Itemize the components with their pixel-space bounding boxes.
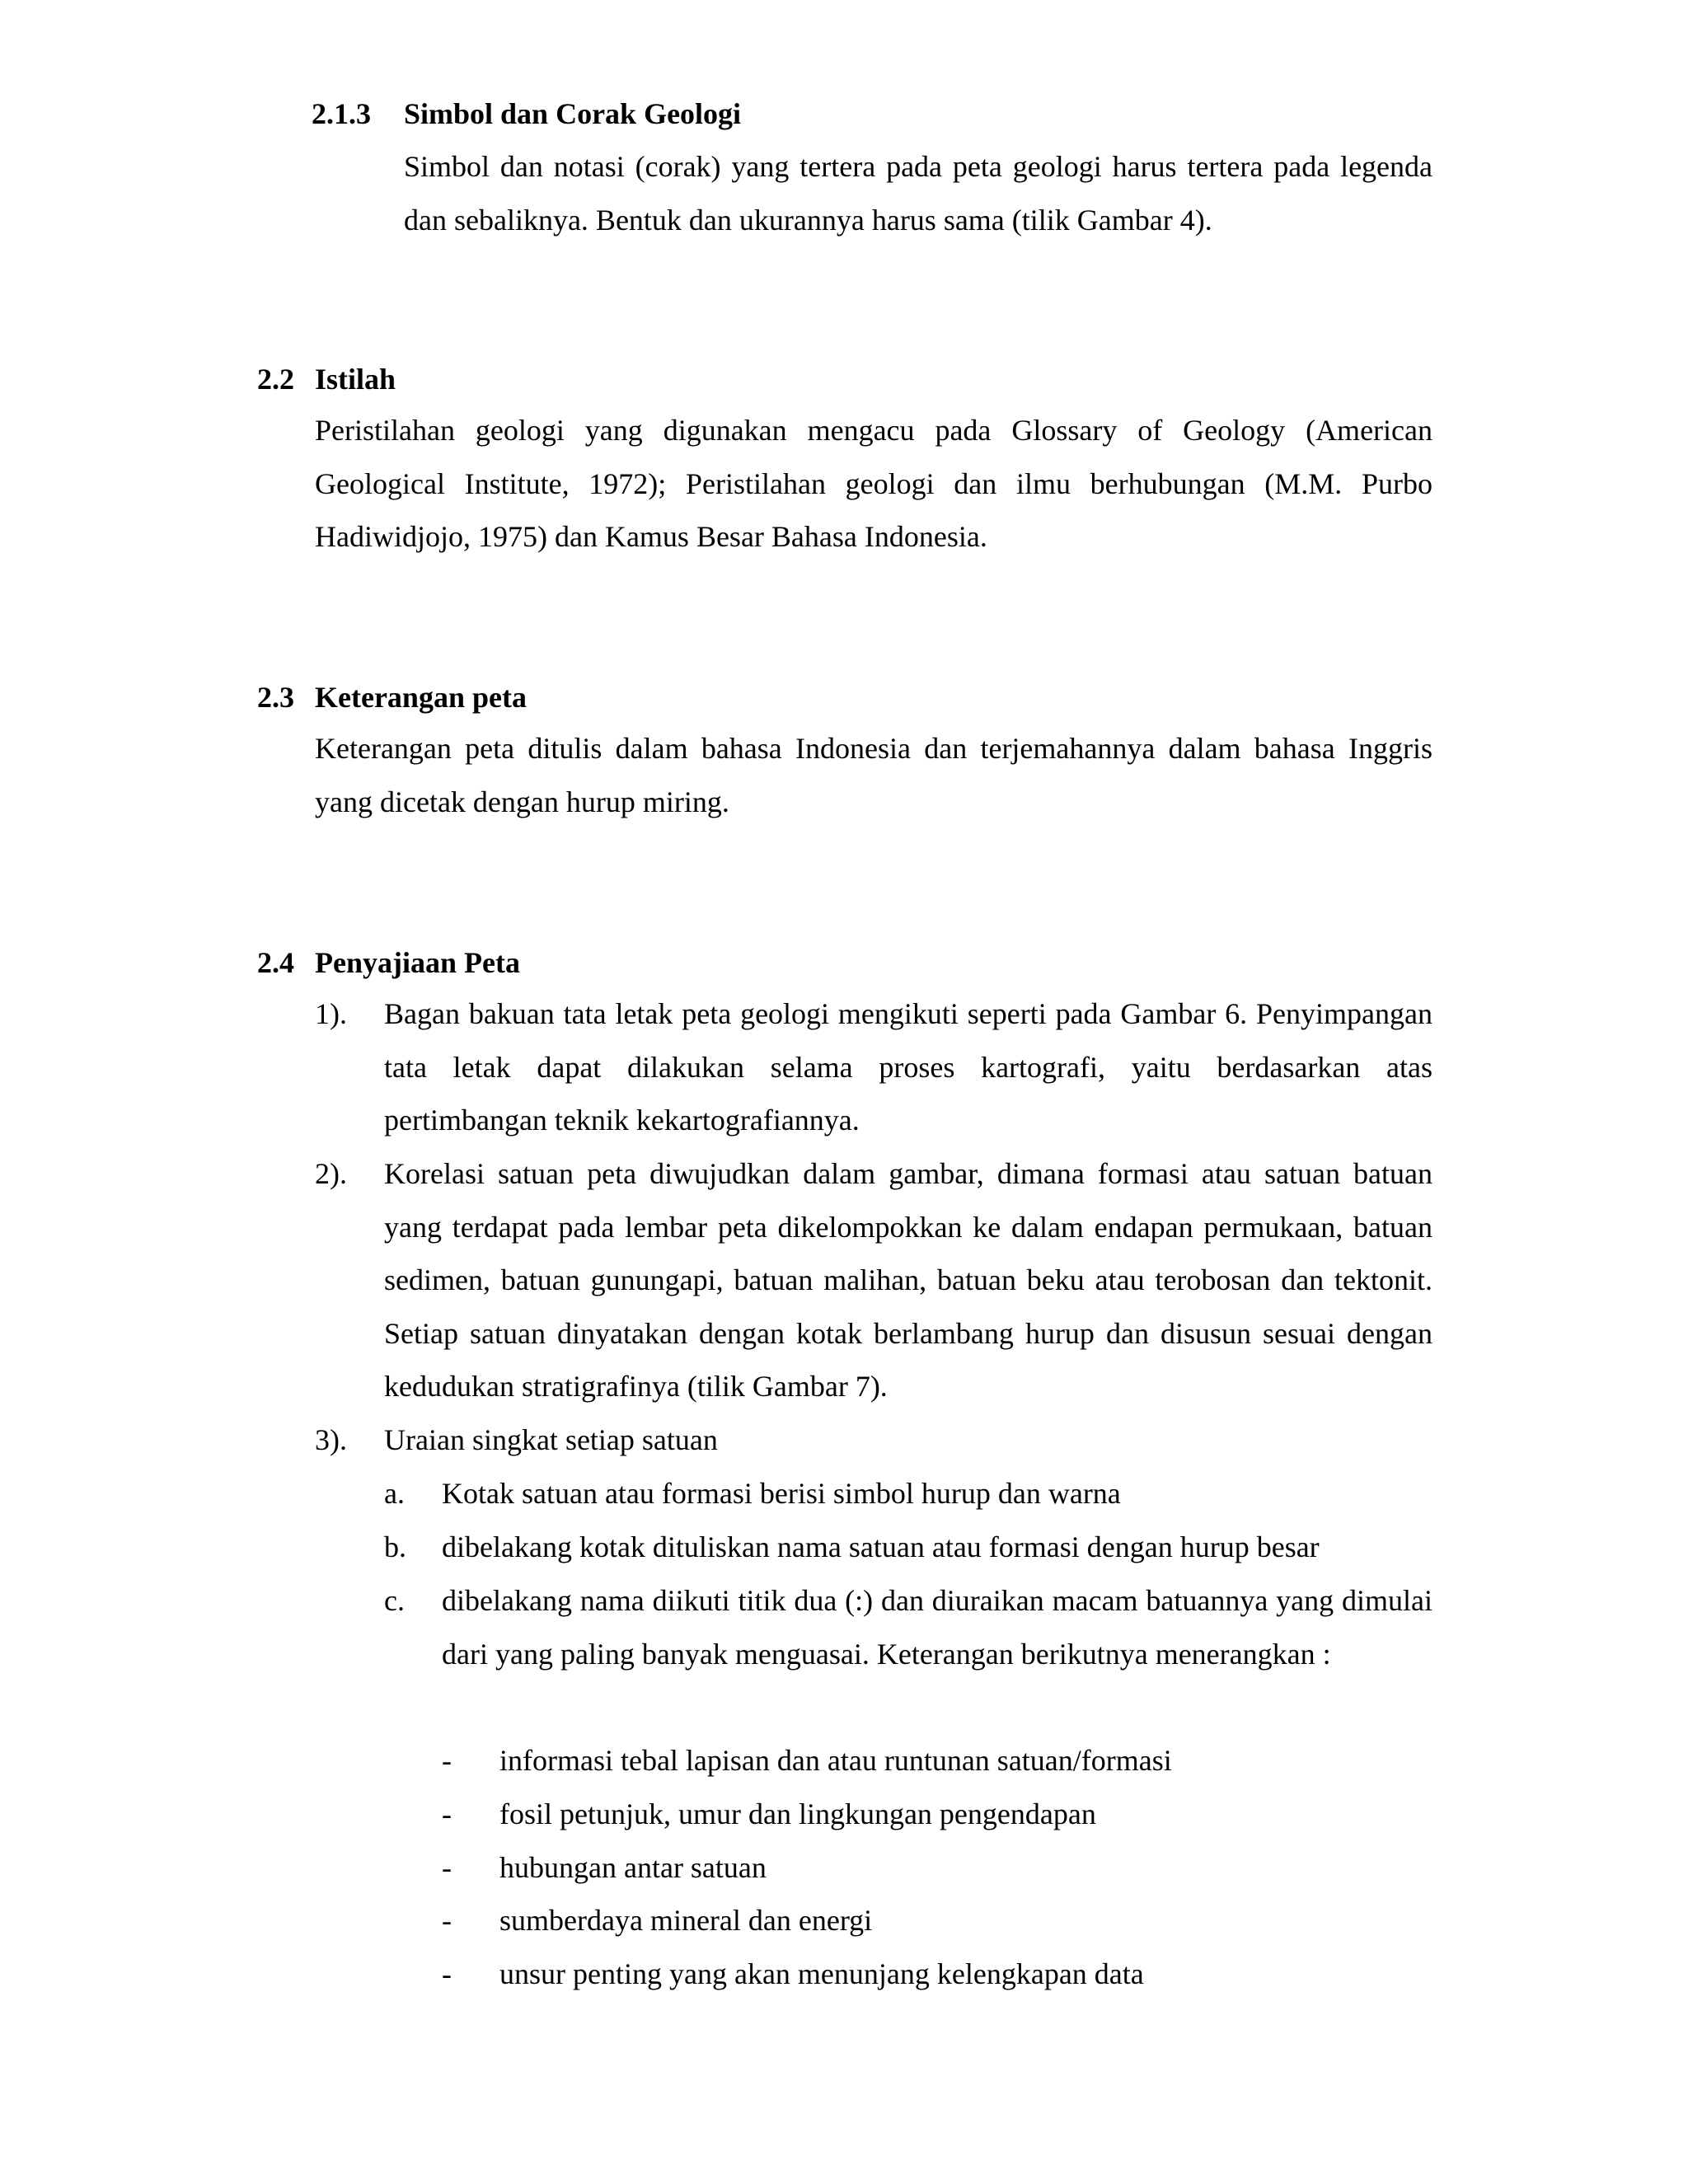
bullet-dash: - <box>442 1957 452 1990</box>
list-item <box>315 987 1432 1147</box>
bullet-item <box>442 1788 1432 1841</box>
list-item-text: Bagan bakuan tata letak peta geologi mengikuti seperti pada Gambar 6. Penyimpangan tata letak dapat dilakukan selama proses kartografi, yaitu berdasarkan atas pertimbangan teknik kekartografiannya. <box>384 997 1432 1137</box>
bullet-dash: - <box>442 1744 452 1777</box>
sub-list-marker: c. <box>384 1584 405 1617</box>
bullet-dash: - <box>442 1851 452 1884</box>
section-number: 2.1.3 <box>312 97 371 130</box>
list-item-text: Korelasi satuan peta diwujudkan dalam gambar, dimana formasi atau satuan batuan yang terdapat pada lembar peta dikelompokkan ke dalam endapan permukaan, batuan sedimen, batuan gunungapi, batuan malihan, batuan beku atau terobosan dan tektonit. Setiap satuan dinyatakan dengan kotak berlambang hurup dan disusun sesuai dengan kedudukan stratigrafinya (tilik Gambar 7). <box>384 1157 1432 1403</box>
bullet-text: sumberdaya mineral dan energi <box>499 1904 873 1937</box>
sub-list-item-text: dibelakang nama diikuti titik dua (:) dan diuraikan macam batuannya yang dimulai dari yang paling banyak menguasai. Keterangan berikutnya menerangkan : <box>442 1584 1432 1671</box>
section-title: Simbol dan Corak Geologi <box>404 97 742 130</box>
section-heading-2-1-3 <box>312 96 971 132</box>
sub-list-item <box>384 1467 1432 1521</box>
bullet-text: fosil petunjuk, umur dan lingkungan pengendapan <box>499 1797 1096 1830</box>
sub-list-item <box>384 1574 1432 1734</box>
bullet-text: unsur penting yang akan menunjang kelengkapan data <box>499 1957 1144 1990</box>
section-body-2-2: Peristilahan geologi yang digunakan mengacu pada Glossary of Geology (American Geological Institute, 1972); Peristilahan geologi dan ilmu berhubungan (M.M. Purbo Hadiwidjojo, 1975) dan Kamus Besar Bahasa Indonesia. <box>315 414 1432 553</box>
sub-list-item-text: Kotak satuan atau formasi berisi simbol hurup dan warna <box>442 1477 1121 1510</box>
sub-list-item <box>384 1521 1432 1574</box>
section-body-2-3: Keterangan peta ditulis dalam bahasa Indonesia dan terjemahannya dalam bahasa Inggris yang dicetak dengan hurup miring. <box>315 732 1432 818</box>
bullet-item <box>442 1947 1432 2001</box>
section-title: Keterangan peta <box>315 681 527 714</box>
sub-list-marker: a. <box>384 1477 405 1510</box>
bullet-item <box>442 1734 1432 1788</box>
list-marker: 1). <box>315 997 347 1030</box>
section-number: 2.3 <box>257 681 294 714</box>
bullet-item <box>442 1894 1432 1947</box>
list-marker: 3). <box>315 1423 347 1456</box>
section-title: Penyajiaan Peta <box>315 946 520 979</box>
section-heading-2-4 <box>257 944 917 981</box>
list-item <box>315 1147 1432 1413</box>
section-title: Istilah <box>315 363 396 396</box>
bullet-item <box>442 1841 1432 1895</box>
bullet-text: hubungan antar satuan <box>499 1851 767 1884</box>
section-number: 2.4 <box>257 946 294 979</box>
section-heading-2-2 <box>257 361 917 397</box>
list-item <box>315 1413 1432 1467</box>
sub-list-item-text: dibelakang kotak dituliskan nama satuan atau formasi dengan hurup besar <box>442 1530 1320 1563</box>
section-number: 2.2 <box>257 363 294 396</box>
bullet-dash: - <box>442 1904 452 1937</box>
sub-list-marker: b. <box>384 1530 406 1563</box>
section-heading-2-3 <box>257 679 917 715</box>
section-body-2-1-3: Simbol dan notasi (corak) yang tertera pada peta geologi harus tertera pada legenda dan sebaliknya. Bentuk dan ukurannya harus sama (tilik Gambar 4). <box>404 150 1432 237</box>
list-marker: 2). <box>315 1157 347 1190</box>
list-item-text: Uraian singkat setiap satuan <box>384 1423 718 1456</box>
bullet-dash: - <box>442 1797 452 1830</box>
bullet-text: informasi tebal lapisan dan atau runtunan satuan/formasi <box>499 1744 1172 1777</box>
